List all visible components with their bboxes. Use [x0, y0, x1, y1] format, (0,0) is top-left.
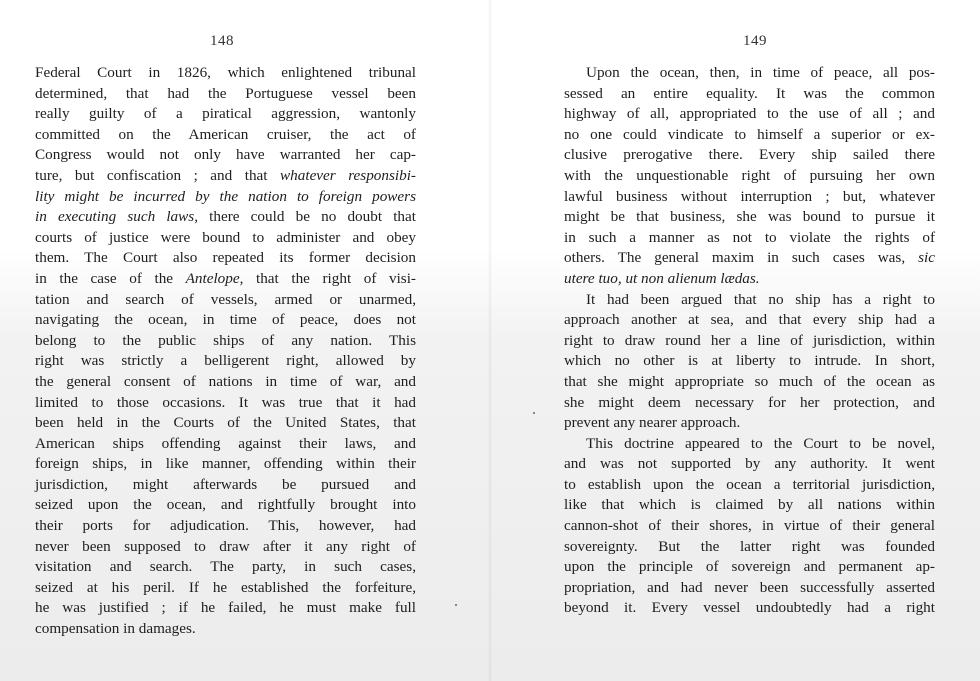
text-line: prevent any nearer approach.	[564, 414, 741, 432]
text-line: utere tuo, ut non alienum lædas.	[564, 269, 760, 287]
text-line: highway of all, appropriated to the use of all ; and	[564, 105, 935, 123]
text-line: right was strictly a belligerent right, allowed by	[35, 352, 416, 370]
text-line: upon the principle of sovereign and permanent ap-	[564, 558, 935, 576]
text-line: jurisdiction, might afterwards be pursued and	[35, 475, 416, 493]
right-page-number: 149	[743, 33, 767, 49]
text-run: ture, but confiscation ; and that	[35, 166, 281, 184]
text-line: It had been argued that no ship has a right to	[586, 290, 935, 308]
right-page-text	[564, 63, 935, 619]
text-line: Congress would not only have warranted her cap-	[35, 146, 416, 164]
left-page-text	[35, 63, 416, 640]
text-line: clusive prerogative there. Every ship sailed there	[564, 146, 935, 164]
text-line: seized at his peril. If he established the forfeiture,	[35, 578, 416, 596]
text-line: which no other is at liberty to intrude. In short,	[564, 352, 935, 370]
text-line: foreign ships, in like manner, offending within their	[35, 455, 416, 473]
text-line: sovereignty. But the latter right was founded	[564, 537, 935, 555]
scan-speck	[533, 412, 535, 414]
text-line	[35, 166, 416, 187]
text-line: Federal Court in 1826, which enlightened tribunal	[35, 64, 416, 81]
text-line: propriation, and had never been successfully asserted	[564, 578, 935, 596]
text-line: she might deem necessary for her protection, and	[564, 393, 935, 411]
text-line	[35, 207, 416, 228]
text-line: belong to the public ships of any nation. This	[35, 331, 416, 349]
text-line: with the unquestionable right of pursuing her own	[564, 166, 935, 184]
text-line: no one could vindicate to himself a superior or ex-	[564, 125, 935, 143]
text-line: visitation and search. The party, in such cases,	[35, 558, 416, 576]
text-line: right to draw round her a line of jurisdiction, within	[564, 331, 935, 349]
text-line: seized upon the ocean, and rightfully brought into	[35, 496, 416, 514]
text-run: , there could be no doubt that	[194, 208, 416, 226]
text-line: courts of justice were bound to administer and obey	[35, 228, 416, 246]
italic-text-run: in executing such laws	[35, 208, 195, 226]
text-line: really guilty of a piratical aggression, wantonly	[35, 105, 416, 123]
text-line: and was not supported by any authority. It went	[564, 455, 935, 473]
text-run: in the case of the	[35, 269, 186, 287]
text-line: to establish upon the ocean a territorial jurisdiction,	[564, 475, 935, 493]
text-line: them. The Court also repeated its former decision	[35, 249, 416, 267]
text-line: in such a manner as not to violate the rights of	[564, 228, 935, 246]
text-line: navigating the ocean, in time of peace, does not	[35, 311, 416, 329]
text-line	[35, 269, 416, 290]
text-line: approach another at sea, and that every ship had a	[564, 311, 935, 329]
italic-text-run: whatever responsibi-	[280, 166, 416, 184]
text-line	[564, 248, 935, 269]
text-line: he was justified ; if he failed, he must make full	[35, 599, 416, 617]
text-run: , that the right of visi-	[239, 269, 416, 287]
text-line: American ships offending against their laws, and	[35, 434, 416, 452]
left-page-number: 148	[210, 33, 234, 49]
text-run: others. The general maxim in such cases was,	[564, 249, 919, 267]
text-line: Upon the ocean, then, in time of peace, all pos-	[586, 64, 935, 81]
text-line: cannon-shot of their shores, in virtue of their general	[564, 517, 935, 535]
italic-text-run: Antelope	[185, 269, 240, 287]
scan-speck	[455, 604, 457, 606]
text-line: limited to those occasions. It was true that it had	[35, 393, 416, 411]
text-line: determined, that had the Portuguese vessel been	[35, 84, 416, 102]
text-line: the general consent of nations in time of war, and	[35, 372, 416, 390]
text-line: never been supposed to draw after it any right of	[35, 537, 416, 555]
text-line: their ports for adjudication. This, however, had	[35, 517, 416, 535]
text-line: might be that business, she was bound to pursue it	[564, 208, 935, 226]
text-line: tation and search of vessels, armed or unarmed,	[35, 290, 416, 308]
text-line: been held in the Courts of the United States, that	[35, 414, 416, 432]
text-line: lity might be incurred by the nation to foreign powers	[35, 187, 416, 205]
text-line: This doctrine appeared to the Court to be novel,	[586, 434, 935, 452]
right-page	[490, 0, 980, 681]
text-line: lawful business without interruption ; but, whatever	[564, 187, 935, 205]
text-line: sessed an entire equality. It was the common	[564, 84, 935, 102]
text-line: like that which is claimed by all nations within	[564, 496, 935, 514]
text-line: committed on the American cruiser, the act of	[35, 125, 416, 143]
italic-text-run: sic	[918, 249, 935, 267]
text-line: that she might appropriate so much of the ocean as	[564, 372, 935, 390]
text-line: beyond it. Every vessel undoubtedly had a right	[564, 599, 935, 617]
text-line: compensation in damages.	[35, 620, 196, 638]
